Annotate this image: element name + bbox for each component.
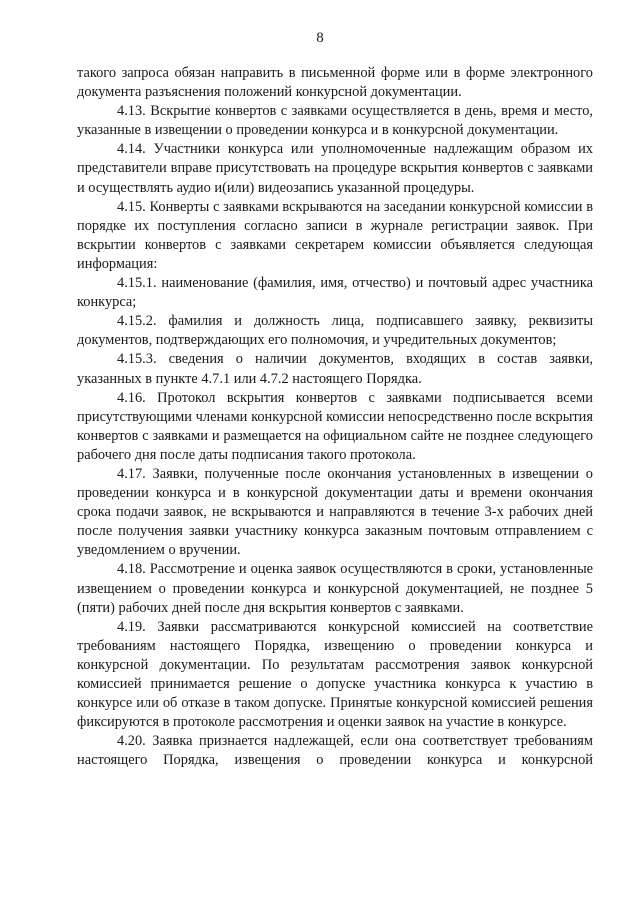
paragraph-4-17: 4.17. Заявки, полученные после окончания установленных в извещении о проведении конкурса и в конкурсной документации даты и времени окончания срока подачи заявок, не вскрываются и направляются в течение 3-х рабочих дней после получения заявки участнику конкурса заказным почтовым отправлением с уведомлением о вручении.: [77, 465, 593, 559]
paragraph-4-15-3: 4.15.3. сведения о наличии документов, входящих в состав заявки, указанных в пункте 4.7.1 или 4.7.2 настоящего Порядка.: [77, 351, 593, 387]
paragraph-4-16: 4.16. Протокол вскрытия конвертов с заявками подписывается всеми присутствующими членами конкурсной комиссии непосредственно после вскрытия конвертов с заявками и размещается на официальном сайте не позднее следующего рабочего дня после даты подписания такого протокола.: [77, 389, 593, 463]
paragraph-4-13: 4.13. Вскрытие конвертов с заявками осуществляется в день, время и место, указанные в извещении о проведении конкурса и в конкурсной документации.: [77, 103, 593, 139]
paragraph-4-14: 4.14. Участники конкурса или уполномоченные надлежащим образом их представители вправе присутствовать на процедуре вскрытия конвертов с заявками и осуществлять аудио и(или) видеозапись указанной процедуры.: [77, 141, 593, 196]
paragraph-4-15-1: 4.15.1. наименование (фамилия, имя, отчество) и почтовый адрес участника конкурса;: [77, 275, 593, 311]
document-body: [77, 64, 593, 770]
paragraph-continuation: такого запроса обязан направить в письменной форме или в форме электронного документа разъяснения положений конкурсной документации.: [77, 65, 593, 101]
page-number: 8: [316, 30, 324, 46]
paragraph-4-15-2: 4.15.2. фамилия и должность лица, подписавшего заявку, реквизиты документов, подтверждающих его полномочия, и учредительных документов;: [77, 313, 593, 349]
paragraph-4-15: 4.15. Конверты с заявками вскрываются на заседании конкурсной комиссии в порядке их поступления согласно записи в журнале регистрации заявок. При вскрытии конвертов с заявками секретарем комиссии объявляется следующая информация:: [77, 198, 593, 272]
paragraph-4-19: 4.19. Заявки рассматриваются конкурсной комиссией на соответствие требованиям настоящего Порядка, извещению о проведении конкурса и конкурсной документации. По результатам рассмотрения заявок конкурсной комиссией принимается решение о допуске участника конкурса к участию в конкурсе или об отказе в таком допуске. Принятые конкурсной комиссией решения фиксируются в протоколе рассмотрения и оценки заявок на участие в конкурсе.: [77, 618, 593, 731]
paragraph-4-18: 4.18. Рассмотрение и оценка заявок осуществляются в сроки, установленные извещением о проведении конкурса и конкурсной документацией, не позднее 5 (пяти) рабочих дней после дня вскрытия конвертов с заявками.: [77, 561, 593, 616]
paragraph-4-20: 4.20. Заявка признается надлежащей, если она соответствует требованиям настоящего Порядка, извещения о проведении конкурса и конкурсной: [77, 733, 593, 769]
